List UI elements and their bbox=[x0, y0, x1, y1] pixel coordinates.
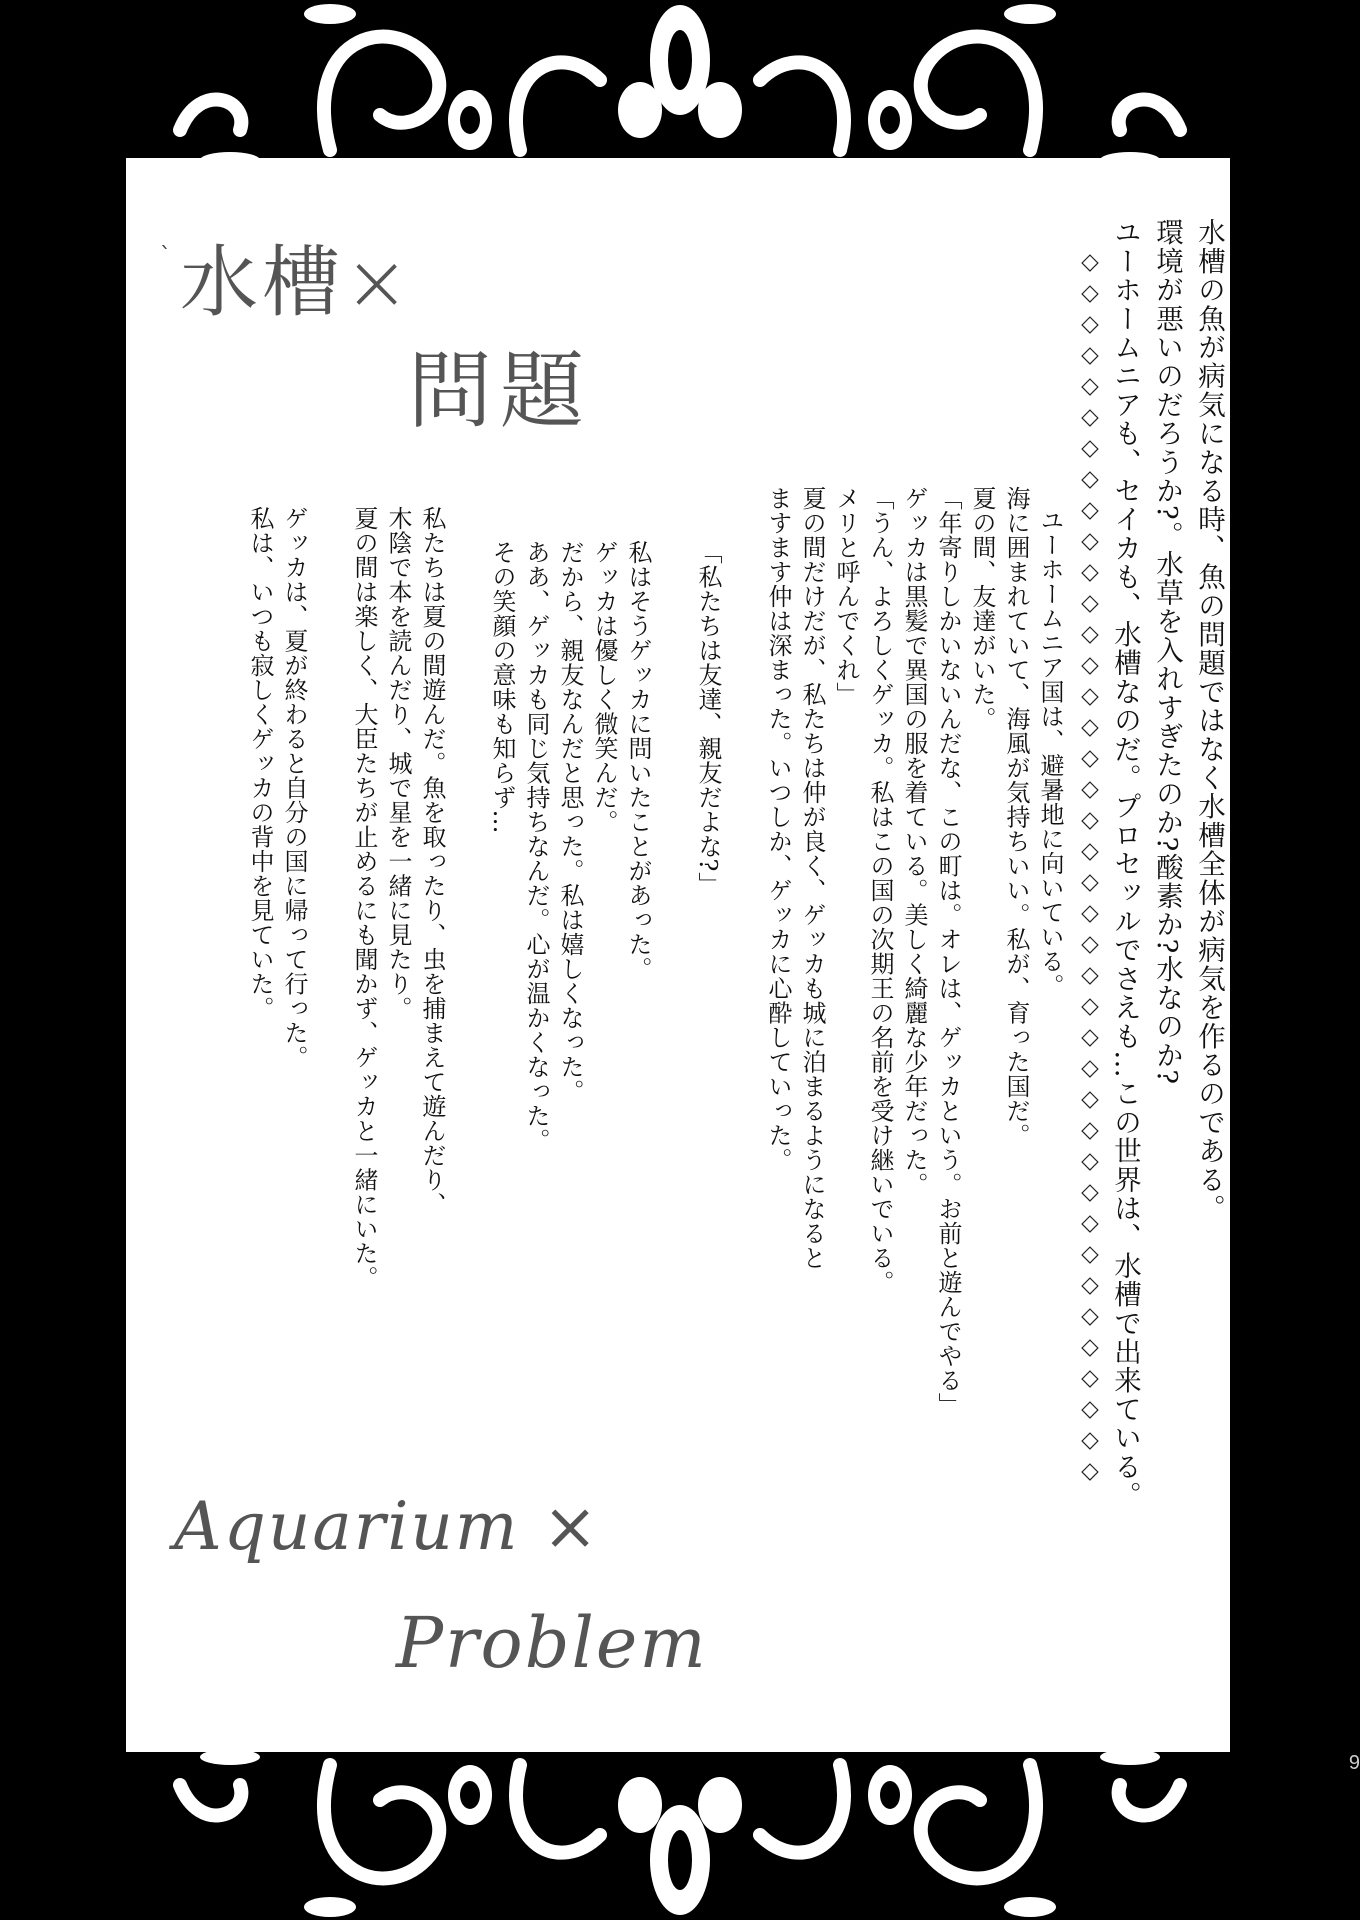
body-line-21: 夏の間は楽しく、大臣たちが止めるにも聞かず、ゲッカと一緒にいた。 bbox=[350, 506, 378, 1290]
divider-diamond: ◇ bbox=[1081, 1024, 1099, 1050]
intro-line-3: ユーホームニアも、セイカも、水槽なのだ。プロセッルでさえも…この世界は、水槽で出来ている。 bbox=[1109, 218, 1141, 1510]
body-line-14: ゲッカは優しく微笑んだ。 bbox=[590, 540, 618, 834]
title-jp-line-1: 水槽× bbox=[180, 238, 414, 328]
divider-diamond: ◇ bbox=[1081, 714, 1099, 740]
divider-diamond: ◇ bbox=[1081, 280, 1099, 306]
intro-line-1: 水槽の魚が病気になる時、魚の問題ではなく水槽全体が病気を作るのである。 bbox=[1193, 218, 1225, 1223]
body-line-20: 木陰で本を読んだり、城で星を一緒に見たり。 bbox=[384, 506, 412, 1021]
divider-diamond: ◇ bbox=[1081, 776, 1099, 802]
divider-diamond: ◇ bbox=[1081, 1396, 1099, 1422]
divider-diamond: ◇ bbox=[1081, 869, 1099, 895]
bottom-ornament bbox=[0, 1745, 1360, 1920]
body-line-17: その笑顔の意味も知らず… bbox=[488, 540, 516, 834]
divider-diamond: ◇ bbox=[1081, 993, 1099, 1019]
divider-diamond: ◇ bbox=[1081, 1086, 1099, 1112]
divider-diamond: ◇ bbox=[1081, 590, 1099, 616]
body-line-11: 「私たちは友達、親友だよな?」 bbox=[694, 540, 722, 897]
title-en-line-2: Problem bbox=[396, 1602, 708, 1684]
body-line-2: 海に囲まれていて、海風が気持ちいい。私が、育った国だ。 bbox=[1002, 486, 1030, 1148]
divider-diamond: ◇ bbox=[1081, 528, 1099, 554]
body-line-5: ゲッカは黒髪で異国の服を着ている。美しく綺麗な少年だった。 bbox=[900, 486, 928, 1197]
divider-diamond: ◇ bbox=[1081, 1179, 1099, 1205]
body-line-6: 「うん、よろしくゲッカ。私はこの国の次期王の名前を受け継いでいる。 bbox=[866, 486, 894, 1295]
corner-mark: ` bbox=[160, 244, 171, 269]
diamond-divider bbox=[1076, 251, 1104, 1491]
divider-diamond: ◇ bbox=[1081, 1241, 1099, 1267]
body-line-7: メリと呼んでくれ」 bbox=[832, 486, 860, 707]
divider-diamond: ◇ bbox=[1081, 1117, 1099, 1143]
intro-line-2: 環境が悪いのだろうか?。水草を入れすぎたのか?酸素か?水なのか? bbox=[1151, 218, 1183, 1086]
body-line-3: 夏の間、友達がいた。 bbox=[968, 486, 996, 731]
divider-diamond: ◇ bbox=[1081, 559, 1099, 585]
body-line-1: ユーホームニア国は、避暑地に向いている。 bbox=[1036, 508, 1064, 998]
divider-diamond: ◇ bbox=[1081, 373, 1099, 399]
body-line-9: ますます仲は深まった。いつしか、ゲッカに心酔していった。 bbox=[764, 486, 792, 1172]
page-panel bbox=[126, 158, 1230, 1752]
divider-diamond: ◇ bbox=[1081, 900, 1099, 926]
title-en-line-1: Aquarium × bbox=[174, 1488, 600, 1565]
divider-diamond: ◇ bbox=[1081, 1055, 1099, 1081]
body-line-15: だから、親友なんだと思った。私は嬉しくなった。 bbox=[556, 540, 584, 1104]
title-jp-line-2: 問題 bbox=[408, 342, 593, 440]
divider-diamond: ◇ bbox=[1081, 745, 1099, 771]
divider-diamond: ◇ bbox=[1081, 435, 1099, 461]
body-line-4: 「年寄りしかいないんだな、この町は。オレは、ゲッカという。お前と遊んでやる」 bbox=[934, 486, 962, 1417]
top-ornament bbox=[0, 0, 1360, 170]
body-line-23: ゲッカは、夏が終わると自分の国に帰って行った。 bbox=[280, 506, 308, 1070]
divider-diamond: ◇ bbox=[1081, 1334, 1099, 1360]
divider-diamond: ◇ bbox=[1081, 249, 1099, 275]
divider-diamond: ◇ bbox=[1081, 1365, 1099, 1391]
divider-diamond: ◇ bbox=[1081, 1210, 1099, 1236]
body-line-8: 夏の間だけだが、私たちは仲が良く、ゲッカも城に泊まるようになると bbox=[798, 486, 826, 1270]
divider-diamond: ◇ bbox=[1081, 931, 1099, 957]
divider-diamond: ◇ bbox=[1081, 404, 1099, 430]
divider-diamond: ◇ bbox=[1081, 311, 1099, 337]
body-line-16: ああ、ゲッカも同じ気持ちなんだ。心が温かくなった。 bbox=[522, 540, 550, 1153]
divider-diamond: ◇ bbox=[1081, 466, 1099, 492]
body-line-24: 私は、いつも寂しくゲッカの背中を見ていた。 bbox=[246, 506, 274, 1021]
page-number: 9 bbox=[1348, 1752, 1360, 1774]
body-line-19: 私たちは夏の間遊んだ。魚を取ったり、虫を捕まえて遊んだり、 bbox=[418, 506, 446, 1217]
divider-diamond: ◇ bbox=[1081, 838, 1099, 864]
divider-diamond: ◇ bbox=[1081, 1303, 1099, 1329]
divider-diamond: ◇ bbox=[1081, 807, 1099, 833]
divider-diamond: ◇ bbox=[1081, 621, 1099, 647]
divider-diamond: ◇ bbox=[1081, 1458, 1099, 1484]
divider-diamond: ◇ bbox=[1081, 1272, 1099, 1298]
body-line-13: 私はそうゲッカに問いたことがあった。 bbox=[624, 540, 652, 981]
divider-diamond: ◇ bbox=[1081, 962, 1099, 988]
divider-diamond: ◇ bbox=[1081, 652, 1099, 678]
divider-diamond: ◇ bbox=[1081, 1148, 1099, 1174]
divider-diamond: ◇ bbox=[1081, 1427, 1099, 1453]
divider-diamond: ◇ bbox=[1081, 497, 1099, 523]
divider-diamond: ◇ bbox=[1081, 683, 1099, 709]
divider-diamond: ◇ bbox=[1081, 342, 1099, 368]
